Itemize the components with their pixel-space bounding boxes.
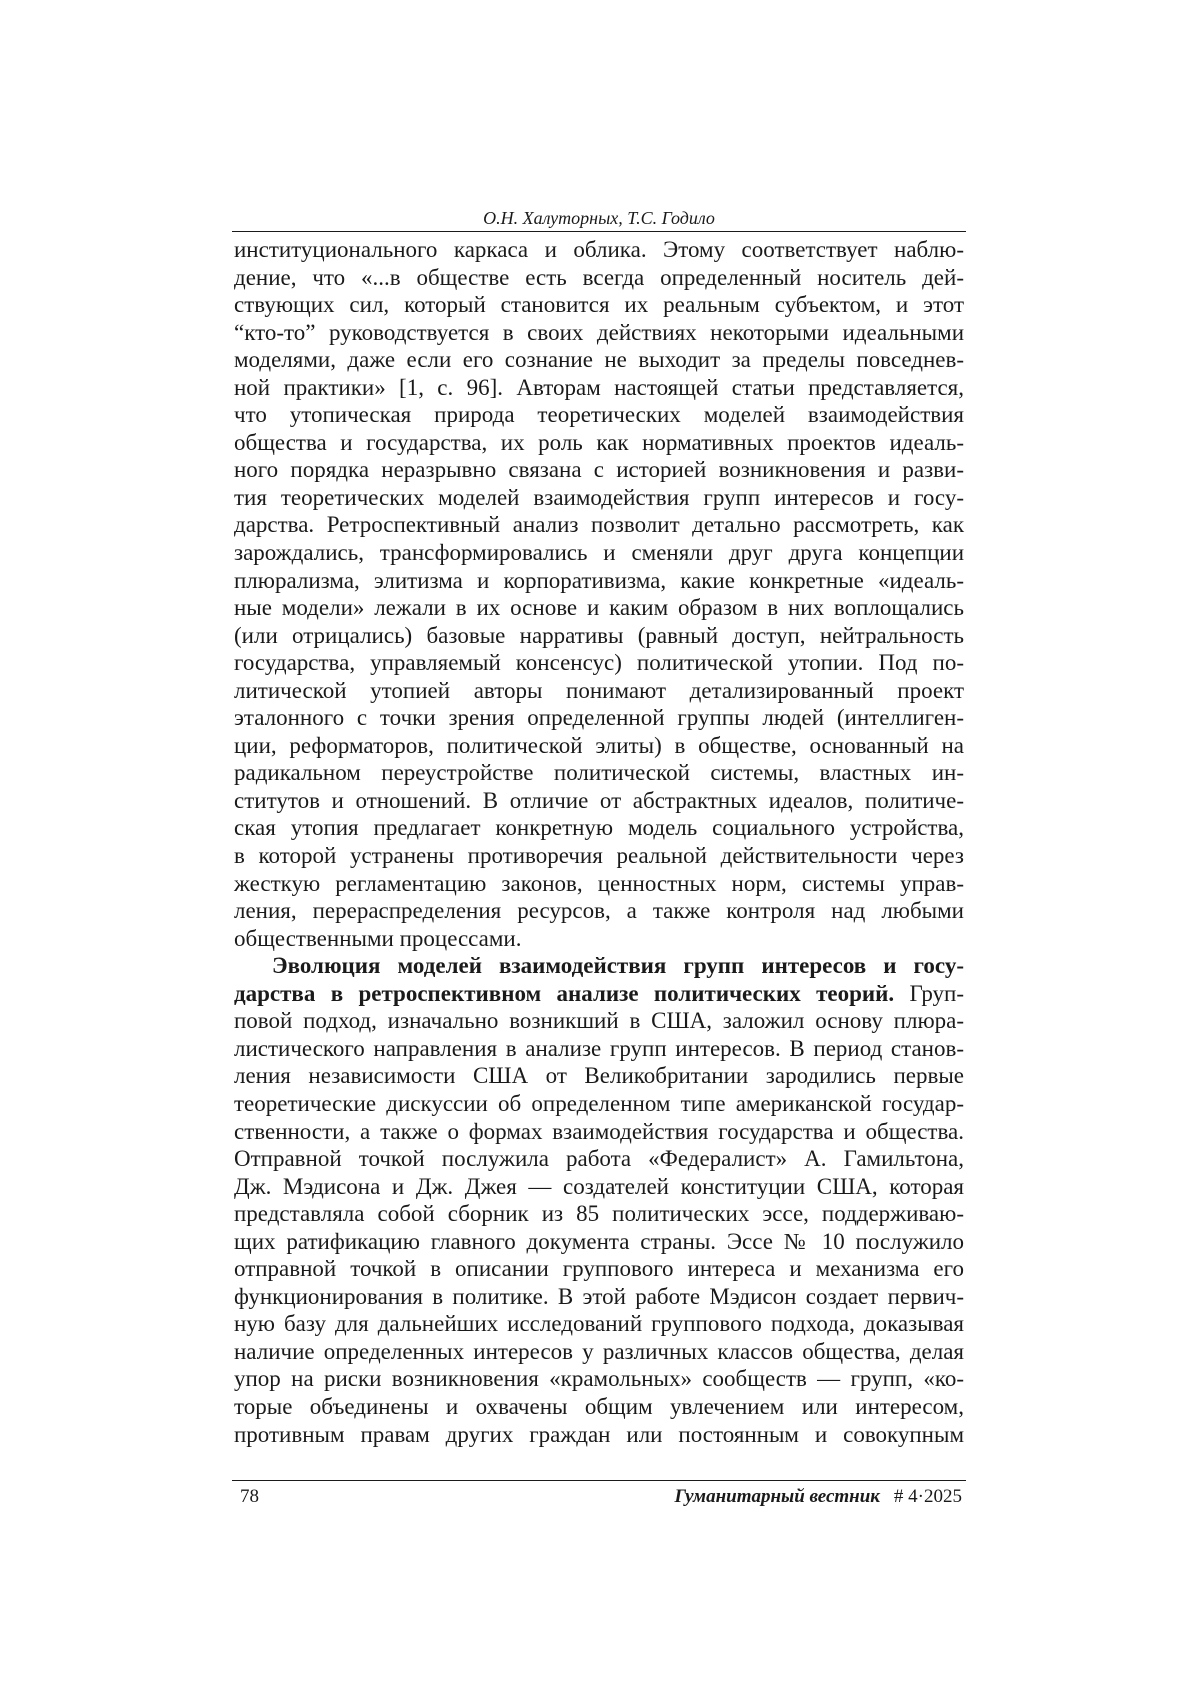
text-line: ская утопия предлагает конкретную модель социального устройства, [234, 815, 964, 841]
text-line: ствующих сил, который становится их реальным субъектом, и этот [234, 292, 964, 318]
text-line: торые объединены и охвачены общим увлечением или интересом, [234, 1393, 964, 1419]
text-line: ной практики» [1, с. 96]. Авторам настоящей статьи представляется, [234, 374, 964, 400]
text-line: повой подход, изначально возникший в США, заложил основу плюра- [234, 1008, 964, 1034]
footer-rule [232, 1480, 966, 1481]
text-line: Отправной точкой послужила работа «Федералист» А. Гамильтона, [234, 1146, 964, 1172]
text-line: ные модели» лежали в их основе и каким образом в них воплощались [234, 595, 964, 621]
journal-info [674, 1485, 962, 1509]
text-line: общества и государства, их роль как нормативных проектов идеаль- [234, 429, 964, 455]
text-line: в которой устранены противоречия реальной действительности через [234, 843, 964, 869]
section-heading-part-2: дарства в ретроспективном анализе политических теорий. [234, 980, 895, 1006]
paragraph-2 [234, 952, 964, 1448]
header-rule [232, 231, 966, 232]
text-line: щих ратификацию главного документа страны. Эссе № 10 послужило [234, 1228, 964, 1254]
page-footer [240, 1485, 962, 1509]
text-line: дарства. Ретроспективный анализ позволит детально рассмотреть, как [234, 512, 964, 538]
text-line: ции, реформаторов, политической элиты) в обществе, основанный на [234, 732, 964, 758]
article-body [234, 236, 964, 1448]
text-line: дение, что «...в обществе есть всегда определенный носитель дей- [234, 264, 964, 290]
text-line: тия теоретических моделей взаимодействия групп интересов и госу- [234, 484, 964, 510]
text-line: (или отрицались) базовые нарративы (равный доступ, нейтральность [234, 622, 964, 648]
text-line: ститутов и отношений. В отличие от абстрактных идеалов, политиче- [234, 787, 964, 813]
paragraph-1 [234, 236, 964, 952]
text-line: ственности, а также о формах взаимодействия государства и общества. [234, 1118, 964, 1144]
text-line: государства, управляемый консенсус) политической утопии. Под по- [234, 650, 964, 676]
heading-line-tail: Груп- [909, 980, 964, 1006]
journal-title: Гуманитарный вестник [674, 1486, 880, 1507]
text-line: представляла собой сборник из 85 политических эссе, поддерживаю- [234, 1201, 964, 1227]
section-heading-line [234, 980, 964, 1008]
text-line: моделями, даже если его сознание не выходит за пределы повседнев- [234, 347, 964, 373]
issue-number: # 4·2025 [893, 1486, 962, 1507]
text-line: радикальном переустройстве политической системы, властных ин- [234, 760, 964, 786]
text-line: функционирования в политике. В этой работе Мэдисон создает первич- [234, 1283, 964, 1309]
text-line: литической утопией авторы понимают детализированный проект [234, 677, 964, 703]
text-line: жесткую регламентацию законов, ценностных норм, системы управ- [234, 870, 964, 896]
text-line: общественными процессами. [234, 925, 522, 951]
text-line: теоретические дискуссии об определенном типе американской государ- [234, 1090, 964, 1116]
text-line: противным правам других граждан или постоянным и совокупным [234, 1421, 964, 1447]
text-line: листического направления в анализе групп интересов. В период станов- [234, 1035, 964, 1061]
text-line: ного порядка неразрывно связана с историей возникновения и разви- [234, 457, 964, 483]
text-line: “кто-то” руководствуется в своих действиях некоторыми идеальными [234, 319, 964, 345]
text-line: упор на риски возникновения «крамольных» сообществ — групп, «ко- [234, 1366, 964, 1392]
text-line: институционального каркаса и облика. Этому соответствует наблю- [234, 237, 964, 262]
text-line: наличие определенных интересов у различных классов общества, делая [234, 1338, 964, 1364]
text-line: зарождались, трансформировались и сменяли друг друга концепции [234, 540, 964, 566]
text-line: ления, перераспределения ресурсов, а также контроля над любыми [234, 898, 964, 924]
section-heading-part-1: Эволюция моделей взаимодействия групп интересов и госу- [272, 953, 964, 979]
text-line: плюрализма, элитизма и корпоративизма, какие конкретные «идеаль- [234, 567, 964, 593]
text-line: отправной точкой в описании группового интереса и механизма его [234, 1256, 964, 1282]
running-head-authors: О.Н. Халуторных, Т.С. Годило [483, 208, 715, 228]
text-line: ную базу для дальнейших исследований группового подхода, доказывая [234, 1311, 964, 1337]
section-heading-line [234, 952, 964, 980]
text-line: ления независимости США от Великобритании зародились первые [234, 1063, 964, 1089]
text-line: эталонного с точки зрения определенной группы людей (интеллиген- [234, 705, 964, 731]
text-line: Дж. Мэдисона и Дж. Джея — создателей конституции США, которая [234, 1173, 964, 1199]
text-line: что утопическая природа теоретических моделей взаимодействия [234, 402, 964, 428]
page-number: 78 [240, 1486, 259, 1507]
